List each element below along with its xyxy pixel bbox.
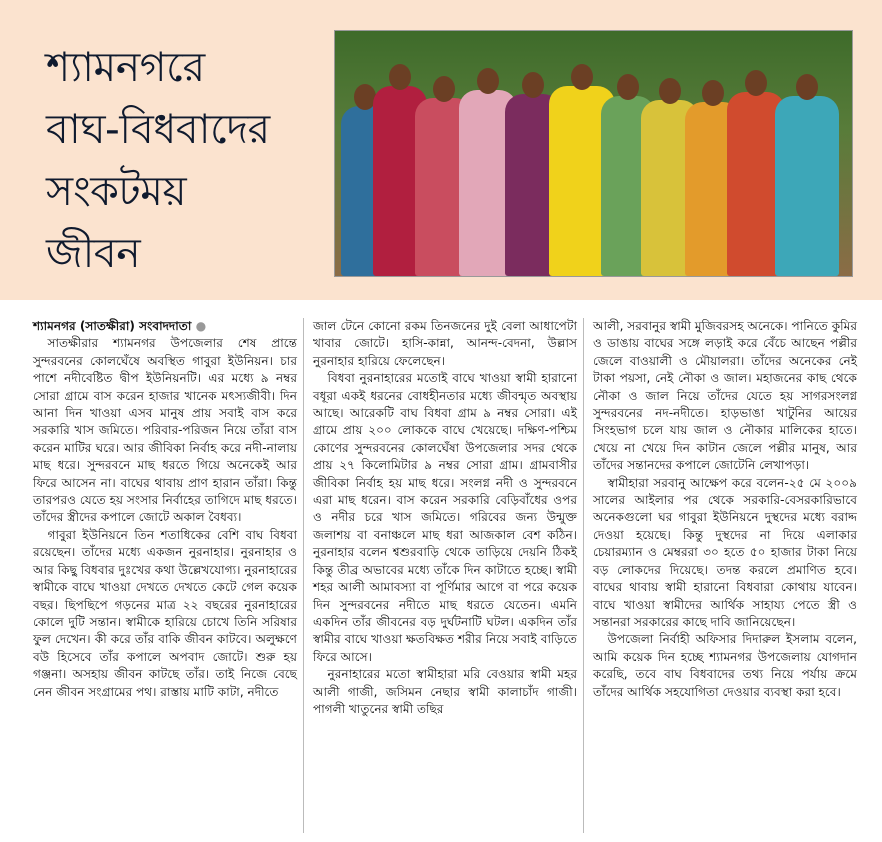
headline-line: শ্যামনগরে bbox=[46, 43, 205, 91]
headline bbox=[46, 36, 336, 284]
column-divider bbox=[303, 318, 304, 833]
headline-line: সংকটময় bbox=[46, 167, 187, 215]
paragraph: নুরনাহারের মতো স্বামীহারা মরি বেওয়ার স্বামী মহর আলী গাজী, জসিমন নেছার স্বামী কালাচাঁদ গাজী। পাগলী খাতুনের স্বামী তছির bbox=[313, 667, 577, 716]
byline bbox=[33, 318, 297, 335]
paragraph: গাবুরা ইউনিয়নে তিন শতাধিকের বেশি বাঘ বিধবা রয়েছেন। তাঁদের মধ্যে একজন নুরনাহার। নুরনাহার ও আর কিছু বিধবার দুঃখের কথা উল্লেখযোগ্য। নুরনাহারের স্বামীকে বাঘে খাওয়া দেখতে দেখতে কেটে গেল কয়েক বছর। ছিপছিপে গড়নের মাত্র ২২ বছরের নুরনাহারের কোলে দুটি সন্তান। স্বামীকে হারিয়ে চোখে তিনি সরিষার ফুল দেখেন। কী করে তাঁর বাকি জীবন কাটবে। অলুক্ষণে বউ হিসেবে তাঁর কপালে অপবাদ জোটে। শুরু হয় গঞ্জনা। অসহায় জীবন কাটছে তাঁর। তাই নিজে বেছে নেন জীবন সংগ্রামের পথ। রাস্তায় মাটি কাটা, নদীতে bbox=[33, 527, 297, 699]
headline-line: বাঘ-বিধবাদের bbox=[46, 105, 270, 153]
paragraph: বিধবা নুরনাহারের মতোই বাঘে খাওয়া স্বামী হারানো বধূরা একই ধরনের বোধহীনতার মধ্যে জীবন্মৃত অবস্থায় আছে। আরেকটি বাঘ বিধবা গ্রাম ৯ নম্বর সোরা। এই গ্রামে প্রায় ২০০ লোককে বাঘে খেয়েছে। দক্ষিণ-পশ্চিম কোণের সুন্দরবনের কোলঘেঁষা উপজেলার সদর থেকে প্রায় ২৭ কিলোমিটার ৯ নম্বর সোরা গ্রাম। গ্রামবাসীর জীবিকা নির্বাহ হয় মাছ ধরে। সংলগ্ন নদী ও সুন্দরবনে এরা মাছ ধরেন। বাস করেন সরকারি বেড়িবাঁধের ওপর ও নদীর চরে খাস জমিতে। গরিবের জন্য উন্মুক্ত জলাশয় বা বনাঞ্চলে মাছ ধরা আজকাল বেশ কঠিন। নুরনাহার বলেন শ্বশুরবাড়ি থেকে তাড়িয়ে দেয়নি ঠিকই কিন্তু তীব্র অভাবের মধ্যে তাঁকে দিন কাটাতে হচ্ছে। স্বামী শহর আলী আমাবস্যা বা পূর্ণিমার আগে বা পরে কয়েক দিন সুন্দরবনের নদীতে মাছ ধরতে যেতেন। এমনি একদিন তাঁর জীবনের বড় দুর্ঘটনাটি ঘটল। একদিন তাঁর স্বামীর বাঘে খাওয়া ক্ষতবিক্ষত শরীর নিয়ে সবাই বাড়িতে ফিরে আসে। bbox=[313, 371, 577, 664]
byline-dot: ● bbox=[195, 319, 207, 333]
paragraph: আলী, সরবানুর স্বামী মুজিবরসহ অনেকে। পানিতে কুমির ও ডাঙায় বাঘের সঙ্গে লড়াই করে বেঁচে আছেন পল্লীর জেলে বাওয়ালী ও মৌয়ালরা। তাঁদের অনেকের নেই টাকা পয়সা, নেই নৌকা ও জাল। মহাজনের কাছ থেকে নৌকা ও জাল নিয়ে তাঁদের যেতে হয় সাগরসংলগ্ন সুন্দরবনের নদ-নদীতে। হাড়ভাঙা খাটুনির আয়ের সিংহভাগ চলে যায় জাল ও নৌকার মালিকের হাতে। খেয়ে না খেয়ে দিন কাটান জেলে পল্লীর মানুষ, আর তাঁদের সন্তানদের কপালে জোটেনি লেখাপড়া। bbox=[593, 319, 857, 473]
header-band bbox=[0, 0, 882, 300]
group-photo bbox=[334, 30, 853, 277]
column-2 bbox=[313, 318, 577, 718]
paragraph: জাল টেনে কোনো রকম তিনজনের দুই বেলা আধাপেটা খাবার জোটে। হাসি-কান্না, আনন্দ-বেদনা, উল্লাস নুরনাহার হারিয়ে ফেলেছেন। bbox=[313, 319, 577, 368]
headline-line: জীবন bbox=[46, 229, 141, 277]
woman-figure bbox=[775, 96, 839, 276]
column-divider bbox=[583, 318, 584, 833]
column-3 bbox=[593, 318, 857, 701]
article-body bbox=[33, 318, 863, 833]
paragraph: উপজেলা নির্বাহী অফিসার দিদারুল ইসলাম বলেন, আমি কয়েক দিন হচ্ছে শ্যামনগর উপজেলায় যোগদান করেছি, তবে বাঘ বিধবাদের তথ্য নিয়ে পর্যায় ক্রমে তাঁদের আর্থিক সহযোগিতা দেওয়ার ব্যবস্থা করা হবে। bbox=[593, 632, 857, 699]
column-1 bbox=[33, 318, 297, 701]
paragraph: সাতক্ষীরার শ্যামনগর উপজেলার শেষ প্রান্তে সুন্দরবনের কোলঘেঁষে অবস্থিত গাবুরা ইউনিয়ন। চার পাশে নদীবেষ্টিত দ্বীপ ইউনিয়নটি। এর মধ্যে ৯ নম্বর সোরা গ্রামে বাস করেন হাজার খানেক মৎস্যজীবী। দিন আনা দিন খাওয়া এসব মানুষ প্রায় সবাই বাস করে সরকারি খাস জমিতে। পরিবার-পরিজন নিয়ে তাঁরা বাস করেন মাটির ঘরে। আর জীবিকা নির্বাহ করে নদী-নালায় মাছ ধরে। সুন্দরবনে মাছ ধরতে গিয়ে অনেকেই আর ফিরে আসেন না। বাঘের থাবায় প্রাণ হারান তাঁরা। কিন্তু তারপরও যেতে হয় সংসার নির্বাহের তাগিদে মাছ ধরতে। তাঁদের স্ত্রীদের কপালে জোটে অকাল বৈধব্য। bbox=[33, 336, 297, 525]
paragraph: স্বামীহারা সরবানু আক্ষেপ করে বলেন-২৫ মে ২০০৯ সালের আইলার পর থেকে সরকারি-বেসরকারিভাবে অনেকগুলো ঘর গাবুরা ইউনিয়নে দুস্থদের মধ্যে বরাদ্দ দেওয়া হয়েছে। কিন্তু দুস্থদের না দিয়ে এলাকার চেয়ারম্যান ও মেম্বররা ৩০ হতে ৫০ হাজার টাকা নিয়ে বড় লোকদের দিয়েছে। তদন্ত করলে প্রমাণিত হবে। বাঘের থাবায় স্বামী হারানো বিধবারা কোথায় যাবেন। বাঘে খাওয়া স্বামীদের আর্থিক সাহায্য পেতে স্ত্রী ও সন্তানরা সরকারের কাছে দাবি জানিয়েছেন। bbox=[593, 475, 857, 629]
byline-text: শ্যামনগর (সাতক্ষীরা) সংবাদদাতা bbox=[33, 319, 192, 333]
